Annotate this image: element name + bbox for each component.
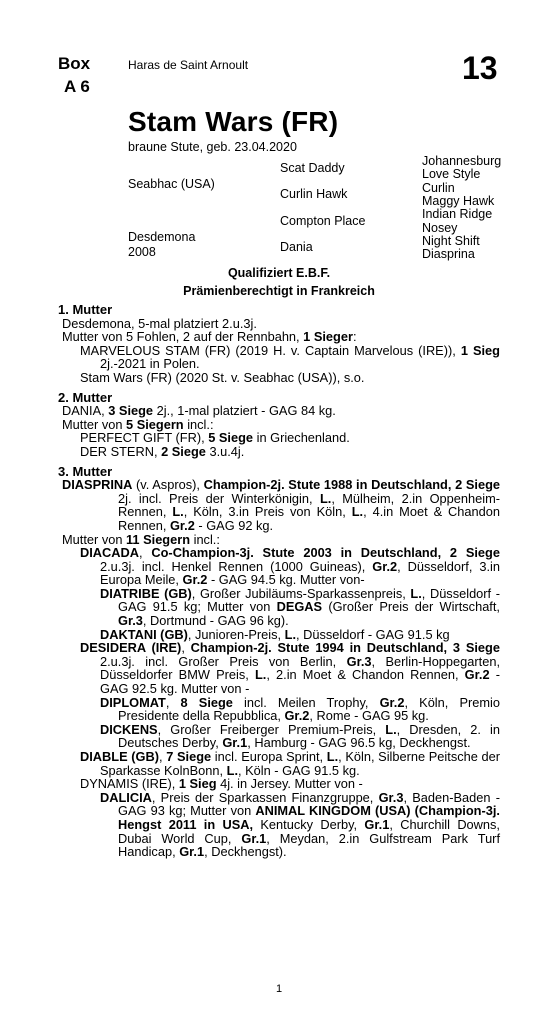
pedigree-gen3: Diasprina	[422, 247, 475, 261]
pedigree-sire: Seabhac (USA)	[128, 177, 215, 191]
granddam-produce-summary: Mutter von 5 Siegern incl.:	[62, 416, 214, 432]
produce-entry: DER STERN, 2 Siege 3.u.4j.	[80, 443, 245, 459]
pedigree-gen2: Scat Daddy	[280, 161, 345, 175]
pedigree-gen3: Curlin	[422, 181, 455, 195]
third-dam-entry: DIASPRINA (v. Aspros), Champion-2j. Stute 1988 in Deutschland, 2 Siege 2j. incl. Preis der Winterkönigin, L., Mülheim, 2.in Oppenheim-Rennen, L., Köln, 3.in Preis von Köln, L., 4.in Moet & Chandon Rennen, Gr.2 - GAG 92 kg.	[62, 477, 501, 533]
produce-entry: DIPLOMAT, 8 Siege incl. Meilen Trophy, Gr.2, Köln, Premio Presidente della Repubblica, Gr.2, Rome - GAG 95 kg.	[100, 694, 500, 724]
dam-produce-summary: Mutter von 5 Fohlen, 2 auf der Rennbahn, 1 Sieger:	[62, 329, 357, 345]
produce-entry: DALICIA, Preis der Sparkassen Finanzgruppe, Gr.3, Baden-Baden - GAG 93 kg; Mutter von ANIMAL KINGDOM (USA) (Champion-3j. Hengst 2011 in USA, Kentucky Derby, Gr.1, Churchill Downs, Dubai World Cup, Gr.1, Meydan, 2.in Gulfstream Park Turf Handicap, Gr.1, Deckhengst).	[100, 789, 501, 860]
granddam-entry: DANIA, 3 Siege 2j., 1-mal platziert - GAG 84 kg.	[62, 403, 336, 419]
page-number: 1	[275, 983, 283, 995]
horse-description: braune Stute, geb. 23.04.2020	[128, 140, 297, 154]
produce-entry: Stam Wars (FR) (2020 St. v. Seabhac (USA)), s.o.	[80, 369, 365, 385]
pedigree-gen3: Nosey	[422, 221, 458, 235]
pedigree-gen3: Love Style	[422, 167, 481, 181]
pedigree-dam: Desdemona	[128, 230, 196, 244]
pedigree-gen2: Dania	[280, 240, 313, 254]
produce-entry: DIATRIBE (GB), Großer Jubiläums-Sparkassenpreis, L., Düsseldorf - GAG 91.5 kg; Mutter von DEGAS (Großer Preis der Wirtschaft, Gr.3, Dortmund - GAG 96 kg).	[100, 585, 500, 629]
pedigree-gen3: Maggy Hawk	[422, 194, 495, 208]
produce-entry: DICKENS, Großer Freiberger Premium-Preis, L., Dresden, 2. in Deutsches Derby, Gr.1, Hamburg - GAG 96.5 kg, Deckhengst.	[100, 721, 501, 751]
dam-entry: Desdemona, 5-mal platziert 2.u.3j.	[62, 315, 257, 331]
section-title-2: 2. Mutter	[58, 389, 113, 405]
qualifier-france: Prämienberechtigt in Frankreich	[183, 284, 375, 298]
pedigree-gen3: Johannesburg	[422, 154, 502, 168]
dam-line	[58, 303, 500, 859]
breeder-name: Haras de Saint Arnoult	[128, 58, 249, 72]
produce-entry: DYNAMIS (IRE), 1 Sieg 4j. in Jersey. Mutter von -	[80, 776, 363, 792]
box-label: Box	[58, 54, 91, 73]
horse-name: Stam Wars (FR)	[128, 106, 339, 137]
pedigree-gen3: Night Shift	[422, 234, 480, 248]
pedigree-gen2: Curlin Hawk	[280, 187, 348, 201]
produce-entry: DESIDERA (IRE), Champion-2j. Stute 1994 in Deutschland, 3 Siege 2.u.3j. incl. Großer Preis von Berlin, Gr.3, Berlin-Hoppegarten, Düsseldorfer BMW Preis, L., 2.in Moet & Chandon Rennen, Gr.2 - GAG 92.5 kg. Mutter von -	[80, 640, 500, 697]
qualifier-ebf: Qualifiziert E.B.F.	[227, 266, 331, 280]
section-title-1: 1. Mutter	[58, 302, 113, 317]
pedigree-dam-year: 2008	[128, 245, 156, 259]
pedigree-gen3: Indian Ridge	[422, 207, 493, 221]
third-dam-produce-summary: Mutter von 11 Siegern incl.:	[62, 531, 220, 547]
produce-entry: DAKTANI (GB), Junioren-Preis, L., Düsseldorf - GAG 91.5 kg	[100, 626, 450, 642]
produce-entry: DIACADA, Co-Champion-3j. Stute 2003 in Deutschland, 2 Siege 2.u.3j. incl. Henkel Rennen (1000 Guineas), Gr.2, Düsseldorf, 3.in Europa Meile, Gr.2 - GAG 94.5 kg. Mutter von-	[80, 545, 500, 588]
box-number: A 6	[64, 77, 90, 96]
produce-entry: MARVELOUS STAM (FR) (2019 H. v. Captain Marvelous (IRE)), 1 Sieg 2j.-2021 in Polen.	[80, 342, 500, 372]
lot-number: 13	[462, 50, 498, 86]
produce-entry: DIABLE (GB), 7 Siege incl. Europa Sprint, L., Köln, Silberne Peitsche der Sparkasse KolnBonn, L., Köln - GAG 91.5 kg.	[80, 749, 500, 778]
pedigree-gen2: Compton Place	[280, 214, 366, 228]
produce-entry: PERFECT GIFT (FR), 5 Siege in Griechenland.	[80, 430, 350, 446]
section-title-3: 3. Mutter	[58, 463, 113, 479]
